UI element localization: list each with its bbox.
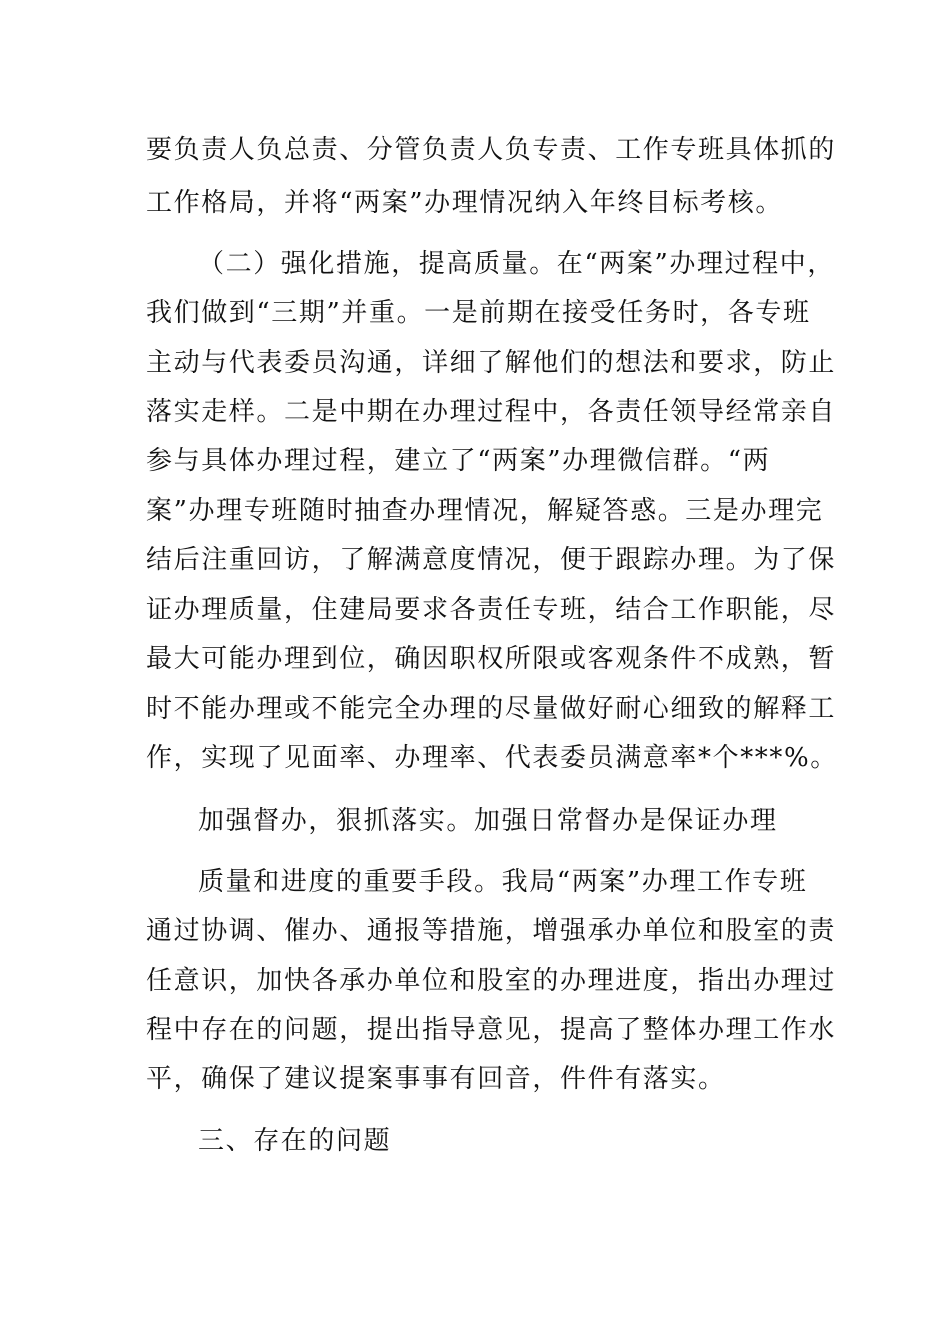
- text-line-8: 案”办理专班随时抽查办理情况，解疑答惑。三是办理完: [146, 496, 824, 526]
- text-line-7: 参与具体办理过程，建立了“两案”办理微信群。“两: [146, 446, 771, 476]
- section-3-heading: 三、存在的问题: [198, 1126, 392, 1156]
- text-line-12: 时不能办理或不能完全办理的尽量做好耐心细致的解释工: [146, 694, 837, 724]
- text-line-11: 最大可能办理到位，确因职权所限或客观条件不成熟，暂: [146, 644, 837, 674]
- text-line-4: 我们做到“三期”并重。一是前期在接受任务时，各专班: [146, 298, 811, 328]
- text-line-18: 程中存在的问题，提出指导意见，提高了整体办理工作水: [146, 1015, 837, 1045]
- text-line-6: 落实走样。二是中期在办理过程中，各责任领导经常亲自: [146, 397, 837, 427]
- text-line-13: 作，实现了见面率、办理率、代表委员满意率*个***%。: [146, 743, 838, 773]
- text-line-15: 质量和进度的重要手段。我局“两案”办理工作专班: [198, 867, 808, 897]
- text-line-9: 结后注重回访，了解满意度情况，便于跟踪办理。为了保: [146, 545, 837, 575]
- text-line-2: 工作格局，并将“两案”办理情况纳入年终目标考核。: [146, 188, 783, 218]
- text-line-19: 平，确保了建议提案事事有回音，件件有落实。: [146, 1064, 726, 1094]
- text-line-5: 主动与代表委员沟通，详细了解他们的想法和要求，防止: [146, 348, 837, 378]
- text-line-10: 证办理质量，住建局要求各责任专班，结合工作职能，尽: [146, 595, 837, 625]
- supervision-heading-line: 加强督办，狠抓落实。加强日常督办是保证办理: [198, 806, 778, 836]
- text-line-1: 要负责人负总责、分管负责人负专责、工作专班具体抓的: [146, 135, 837, 165]
- text-line-17: 任意识，加快各承办单位和股室的办理进度，指出办理过: [146, 966, 837, 996]
- section-2-heading-line: （二）强化措施，提高质量。在“两案”办理过程中，: [198, 249, 835, 279]
- text-line-16: 通过协调、催办、通报等措施，增强承办单位和股室的责: [146, 916, 837, 946]
